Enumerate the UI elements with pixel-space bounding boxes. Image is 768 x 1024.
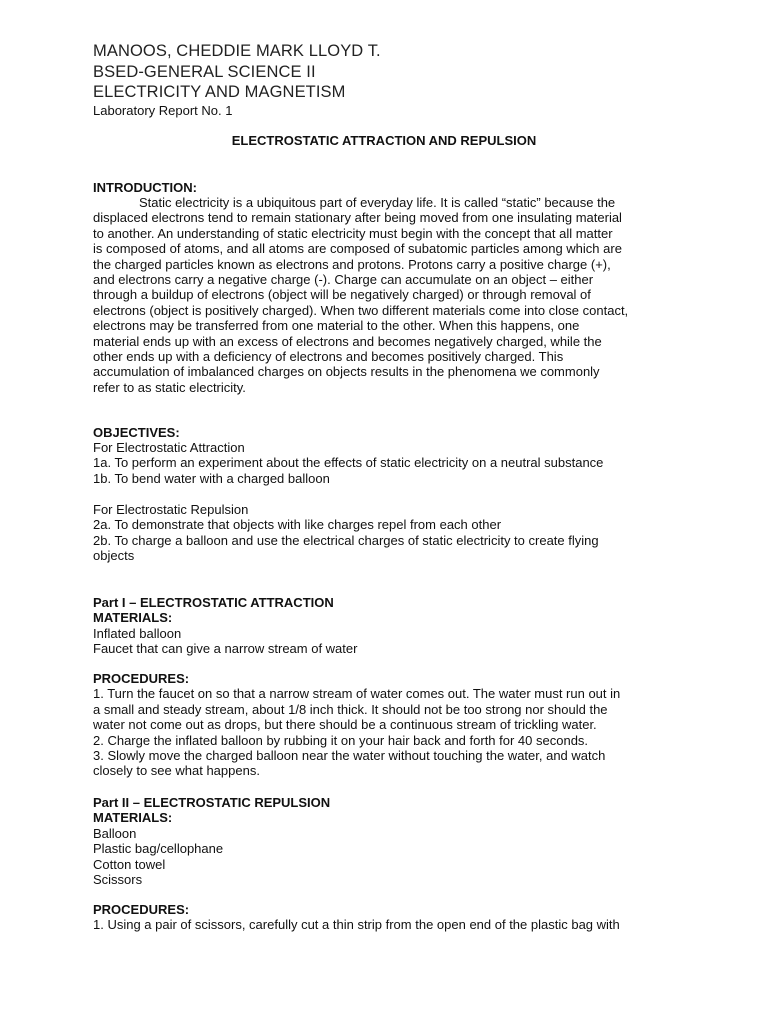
intro-line: is composed of atoms, and all atoms are composed of subatomic particles among which are [93,241,622,257]
part2-section [93,795,663,887]
part2-procedures-heading: PROCEDURES: [93,902,190,917]
objectives-subheading: For Electrostatic Repulsion [93,502,249,517]
procedure-line: 1. Using a pair of scissors, carefully cut a thin strip from the open end of the plastic bag with [93,917,620,933]
procedure-line: 3. Slowly move the charged balloon near the water without touching the water, and watch [93,748,606,764]
objectives-subheading: For Electrostatic Attraction [93,440,245,455]
objectives-heading: OBJECTIVES: [93,425,180,440]
objective-item: 1a. To perform an experiment about the effects of static electricity on a neutral substance [93,455,604,471]
objective-item: objects [93,548,135,564]
report-title: ELECTROSTATIC ATTRACTION AND REPULSION [231,133,537,148]
intro-line: to another. An understanding of static electricity must begin with the concept that all matter [93,225,613,241]
material-item: Cotton towel [93,856,166,872]
part1-heading: Part I – ELECTROSTATIC ATTRACTION [93,595,334,610]
intro-line: material ends up with an excess of electrons and becomes negatively charged, while the [93,333,602,349]
objective-item: 1b. To bend water with a charged balloon [93,470,330,486]
intro-line: the charged particles known as electrons and protons. Protons carry a positive charge (+), [93,256,611,272]
procedure-line: 1. Turn the faucet on so that a narrow stream of water comes out. The water must run out in [93,686,621,702]
procedure-line: closely to see what happens. [93,763,260,779]
part2-heading: Part II – ELECTROSTATIC REPULSION [93,795,331,810]
procedure-line: water not come out as drops, but there should be a continuous stream of trickling water. [93,717,597,733]
objectives-attraction [93,440,663,486]
intro-line: accumulation of imbalanced charges on objects results in the phenomena we commonly [93,364,600,380]
student-name: MANOOS, CHEDDIE MARK LLOYD T. [93,42,381,60]
part1-materials-heading: MATERIALS: [93,610,173,626]
material-item: Plastic bag/cellophane [93,841,224,857]
objective-item: 2a. To demonstrate that objects with like charges repel from each other [93,517,502,533]
part2-materials-heading: MATERIALS: [93,810,173,826]
introduction-body [93,195,663,395]
material-item: Balloon [93,825,137,841]
intro-line: through a buildup of electrons (object will be negatively charged) or through removal of [93,287,591,303]
intro-line: electrons may be transferred from one material to the other. When this happens, one [93,318,580,334]
part1-section [93,595,663,657]
intro-line: refer to as static electricity. [93,379,246,395]
material-item: Faucet that can give a narrow stream of water [93,641,358,657]
report-number: Laboratory Report No. 1 [93,103,233,118]
program-line: BSED-GENERAL SCIENCE II [93,63,316,81]
material-item: Scissors [93,872,143,888]
part1-procedures-heading: PROCEDURES: [93,671,190,686]
objectives-repulsion [93,502,663,564]
part1-procedures [93,671,663,779]
intro-line: electrons (object is positively charged). When two different materials come into close contact, [93,302,629,318]
objective-item: 2b. To charge a balloon and use the electrical charges of static electricity to create flying [93,532,599,548]
part2-procedures [93,902,663,933]
procedure-line: a small and steady stream, about 1/8 inch thick. It should not be too strong nor should the [93,701,608,717]
material-item: Inflated balloon [93,625,182,641]
intro-line: Static electricity is a ubiquitous part of everyday life. It is called “static” because the [139,195,616,210]
introduction-heading: INTRODUCTION: [93,180,197,195]
subject-line: ELECTRICITY AND MAGNETISM [93,83,346,101]
intro-line: displaced electrons tend to remain stationary after being moved from one insulating material [93,210,622,226]
intro-line: and electrons carry a negative charge (-). Charge can accumulate on an object – either [93,272,594,288]
procedure-line: 2. Charge the inflated balloon by rubbing it on your hair back and forth for 40 seconds. [93,732,589,748]
intro-line: other ends up with a deficiency of electrons and becomes positively charged. This [93,349,564,365]
